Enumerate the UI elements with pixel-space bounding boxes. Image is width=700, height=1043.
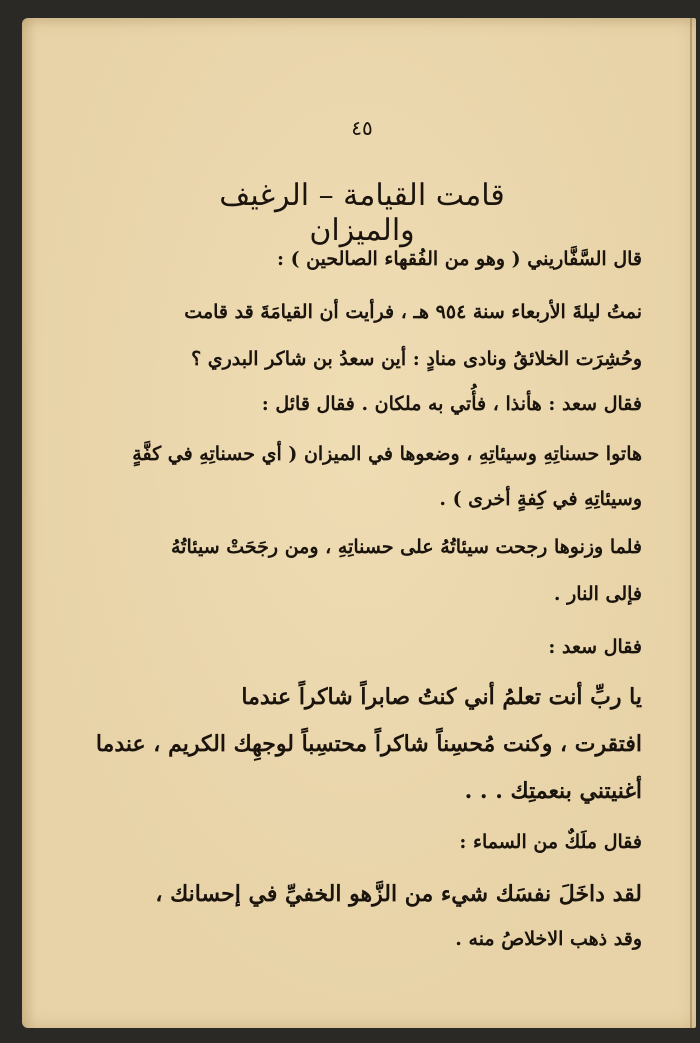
book-page [22,18,696,1028]
body-line-5: هاتوا حسناتِهِ وسيئاتِهِ ، وضعوها في الميزان ( أي حسناتِهِ في كفَّةٍ [132,443,642,465]
page-number: ٤٥ [351,116,373,140]
body-line-10: يا ربِّ أنت تعلمُ أني كنتُ صابراً شاكراً عندما [241,684,642,710]
body-line-11: افتقرت ، وكنت مُحسِناً شاكراً محتسِباً لوجهِك الكريم ، عندما [95,731,642,757]
body-line-8: فإلى النار . [553,583,642,605]
body-line-4: فقال سعد : هأنذا ، فأُتي به ملكان . فقال قائل : [261,393,642,415]
body-line-13: فقال ملَكٌ من السماء : [459,831,642,853]
page-edge [690,18,692,1028]
body-line-1: قال السَّفَّاريني ( وهو من الفُقهاء الصالحين ) : [276,248,642,270]
body-line-2: نمتُ ليلةَ الأربعاء سنة ٩٥٤ هـ ، فرأيت أن القيامَةَ قد قامت [184,301,642,323]
body-line-9: فقال سعد : [548,636,642,658]
body-line-14: لقد داخَلَ نفسَك شيء من الزَّهو الخفيِّ في إحسانك ، [155,881,642,907]
body-line-7: فلما وزنوها رجحت سيئاتُهُ على حسناتِهِ ، ومن رجَحَتْ سيئاتُهُ [170,536,642,558]
body-line-15: وقد ذهب الاخلاصُ منه . [455,928,642,950]
chapter-title: قامت القيامة – الرغيف والميزان [219,178,505,248]
body-line-12: أغنيتني بنعمتِك . . . [464,778,642,804]
body-line-3: وحُشِرَت الخلائقُ ونادى منادٍ : أين سعدُ بن شاكر البدري ؟ [191,348,642,370]
body-line-6: وسيئاتِهِ في كِفةٍ أخرى ) . [439,488,642,510]
